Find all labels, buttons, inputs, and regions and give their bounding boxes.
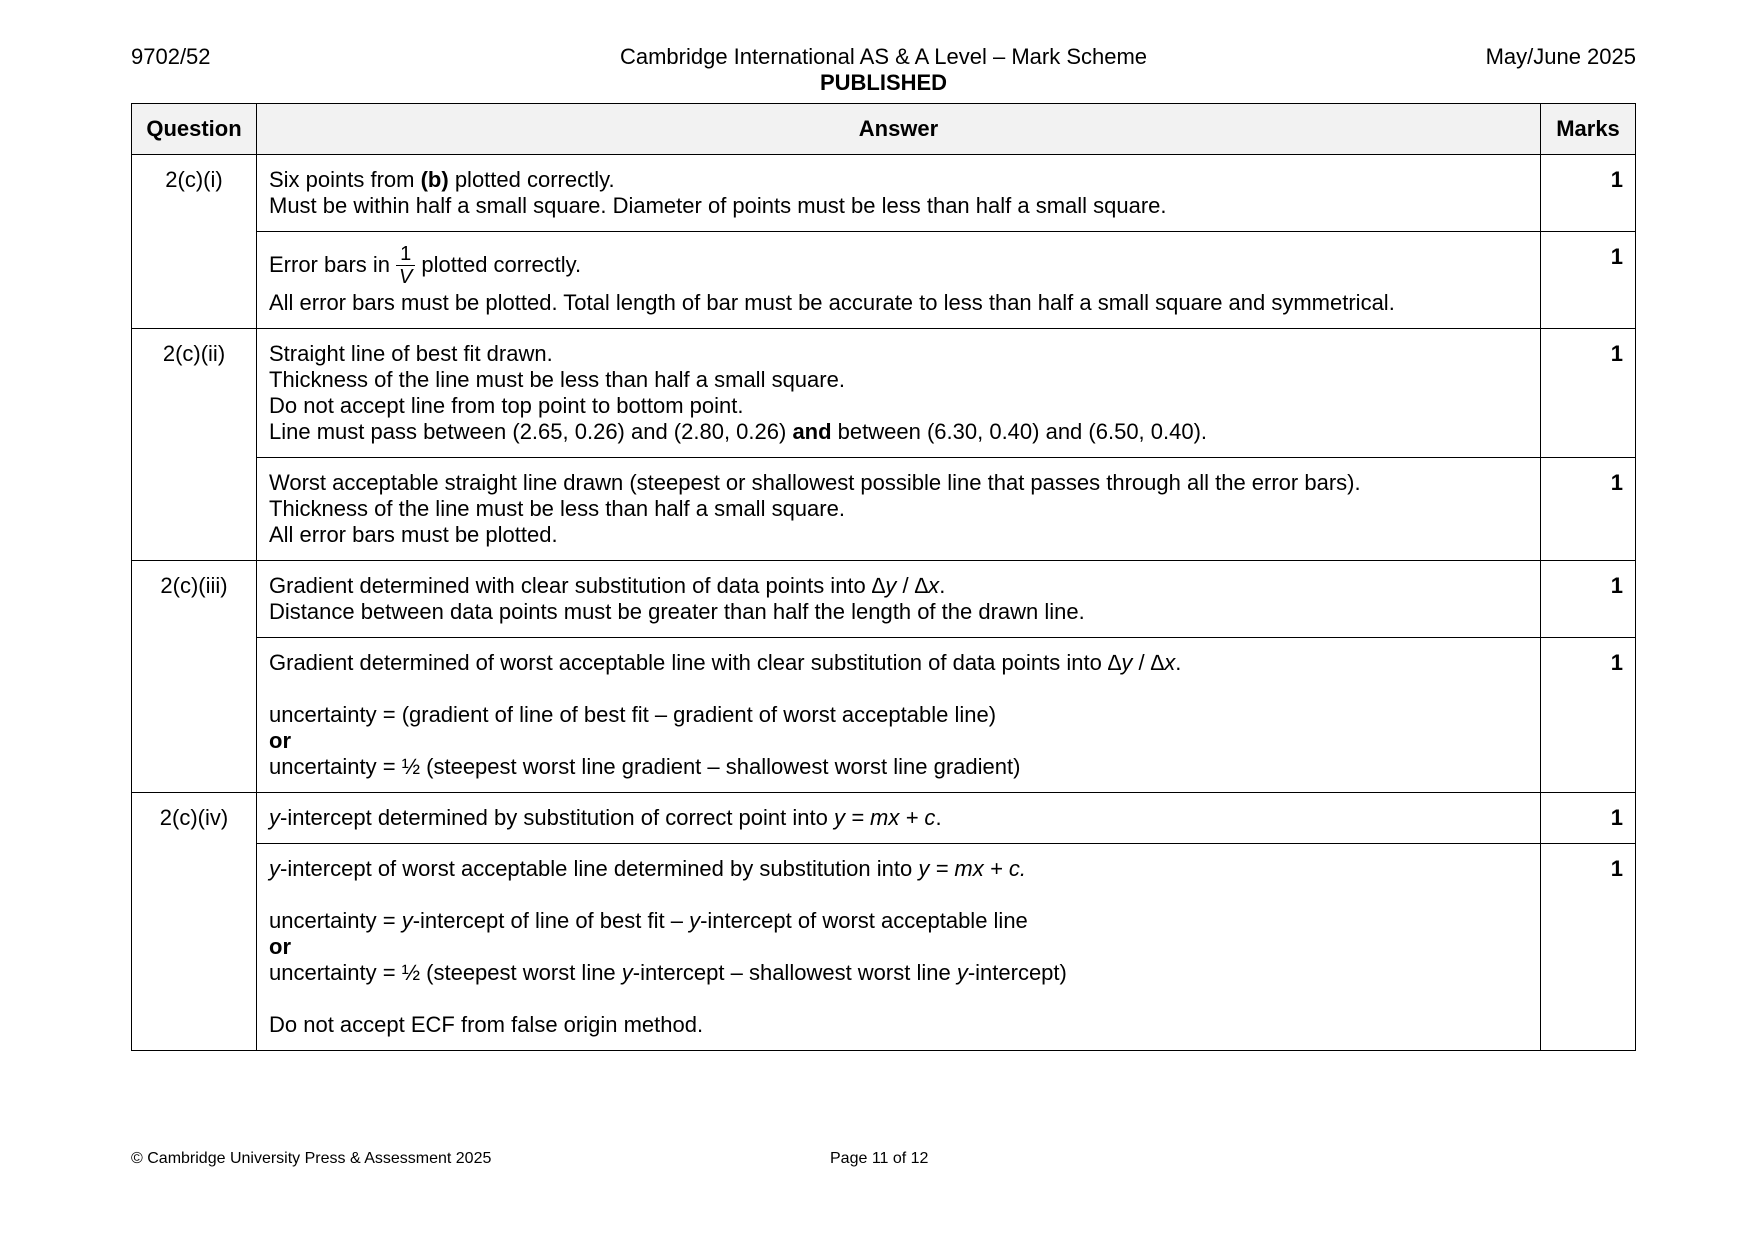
copyright-notice: © Cambridge University Press & Assessment 2025 <box>131 1150 492 1167</box>
answer-text: -intercept determined by substitution of correct point into <box>280 805 834 830</box>
answer-line: All error bars must be plotted. Total length of bar must be accurate to less than half a small square and symmetrical. <box>269 290 1395 315</box>
answer-text: between (6.30, 0.40) and (6.50, 0.40). <box>831 419 1208 444</box>
answer-line <box>269 573 1528 599</box>
answer-text: . <box>1175 650 1182 675</box>
table-row <box>132 844 1636 1051</box>
answer-line: uncertainty = ½ (steepest worst line gradient – shallowest worst line gradient) <box>269 754 1021 779</box>
answer-line: Do not accept line from top point to bottom point. <box>269 393 744 418</box>
spacer <box>269 882 1528 908</box>
answer-cell <box>257 458 1541 561</box>
answer-text: -intercept of worst acceptable line determined by substitution into <box>280 856 919 881</box>
marks-value: 1 <box>1541 458 1636 561</box>
spacer <box>269 676 1528 702</box>
marks-value: 1 <box>1541 638 1636 793</box>
spacer <box>269 986 1528 1012</box>
answer-line <box>269 167 1528 193</box>
answer-line: Must be within half a small square. Diameter of points must be less than half a small square. <box>269 193 1167 218</box>
variable-y: y <box>689 908 701 933</box>
answer-text: . <box>939 573 946 598</box>
answer-line: Thickness of the line must be less than half a small square. <box>269 367 845 392</box>
question-label: 2(c)(i) <box>132 155 257 329</box>
answer-text-bold: (b) <box>420 167 449 192</box>
answer-line-or: or <box>269 728 291 753</box>
answer-text: uncertainty = ½ (steepest worst line <box>269 960 622 985</box>
answer-text: plotted correctly. <box>448 167 615 192</box>
delta-x: ∆x <box>1150 650 1176 675</box>
answer-line: Straight line of best fit drawn. <box>269 341 553 366</box>
answer-cell <box>257 844 1541 1051</box>
table-row <box>132 155 1636 232</box>
answer-line: Distance between data points must be greater than half the length of the drawn line. <box>269 599 1085 624</box>
answer-cell <box>257 329 1541 458</box>
delta-x: ∆x <box>914 573 940 598</box>
equation: y = mx + c <box>833 805 936 830</box>
marks-value: 1 <box>1541 561 1636 638</box>
marks-value: 1 <box>1541 155 1636 232</box>
table-row <box>132 458 1636 561</box>
answer-line-or: or <box>269 934 291 959</box>
answer-column-header: Answer <box>257 104 1541 155</box>
answer-text: Six points from <box>269 167 421 192</box>
answer-line: Worst acceptable straight line drawn (steepest or shallowest possible line that passes through all the error bars). <box>269 470 1361 495</box>
answer-line: Do not accept ECF from false origin method. <box>269 1012 704 1037</box>
marks-value: 1 <box>1541 793 1636 844</box>
question-label: 2(c)(iii) <box>132 561 257 793</box>
fraction-denominator: V <box>399 265 413 288</box>
table-header-row <box>132 104 1636 155</box>
answer-text: . <box>935 805 942 830</box>
answer-cell <box>257 155 1541 232</box>
exam-session: May/June 2025 <box>1485 44 1636 69</box>
question-column-header: Question <box>132 104 257 155</box>
published-label: PUBLISHED <box>819 70 948 95</box>
variable-y: y <box>269 805 280 830</box>
answer-cell <box>257 638 1541 793</box>
answer-text: plotted correctly. <box>421 252 582 277</box>
answer-text: -intercept of line of best fit – <box>412 908 690 933</box>
answer-line <box>269 650 1528 676</box>
document-title: Cambridge International AS & A Level – Mark Scheme <box>619 44 1148 69</box>
answer-text-bold: and <box>792 419 832 444</box>
variable-y: y <box>401 908 413 933</box>
answer-text: -intercept of worst acceptable line <box>700 908 1028 933</box>
paper-code: 9702/52 <box>131 44 211 69</box>
answer-cell <box>257 561 1541 638</box>
mark-scheme-table <box>131 103 1636 1051</box>
variable-y: y <box>956 960 968 985</box>
answer-line: Thickness of the line must be less than half a small square. <box>269 496 845 521</box>
answer-text: Gradient determined with clear substitution of data points into <box>269 573 872 598</box>
marks-value: 1 <box>1541 232 1636 329</box>
answer-text: Gradient determined of worst acceptable line with clear substitution of data points into <box>269 650 1108 675</box>
variable-y: y <box>269 856 280 881</box>
question-label: 2(c)(ii) <box>132 329 257 561</box>
answer-line <box>269 805 1528 831</box>
marks-column-header: Marks <box>1541 104 1636 155</box>
answer-line <box>269 908 1528 934</box>
answer-line <box>269 240 1528 290</box>
answer-line <box>269 419 1528 445</box>
equation: y = mx + c. <box>918 856 1026 881</box>
page-number: Page 11 of 12 <box>830 1150 929 1167</box>
marks-value: 1 <box>1541 329 1636 458</box>
answer-text: -intercept) <box>967 960 1067 985</box>
answer-text: -intercept – shallowest worst line <box>632 960 957 985</box>
table-row <box>132 561 1636 638</box>
table-row <box>132 329 1636 458</box>
fraction-numerator: 1 <box>396 243 415 266</box>
table-row <box>132 232 1636 329</box>
answer-cell <box>257 793 1541 844</box>
answer-text: uncertainty = <box>269 908 402 933</box>
answer-line <box>269 960 1528 986</box>
answer-text: Line must pass between (2.65, 0.26) and (2.80, 0.26) <box>269 419 793 444</box>
answer-line: uncertainty = (gradient of line of best fit – gradient of worst acceptable line) <box>269 702 997 727</box>
answer-line <box>269 856 1528 882</box>
fraction-one-over-v <box>396 243 415 288</box>
marks-value: 1 <box>1541 844 1636 1051</box>
answer-cell <box>257 232 1541 329</box>
table-row <box>132 638 1636 793</box>
question-label: 2(c)(iv) <box>132 793 257 1051</box>
answer-line: All error bars must be plotted. <box>269 522 558 547</box>
answer-text: / <box>896 573 915 598</box>
answer-text: Error bars in <box>269 252 391 277</box>
table-row <box>132 793 1636 844</box>
delta-y: ∆y <box>871 573 897 598</box>
answer-text: / <box>1132 650 1151 675</box>
variable-y: y <box>621 960 633 985</box>
delta-y: ∆y <box>1107 650 1133 675</box>
